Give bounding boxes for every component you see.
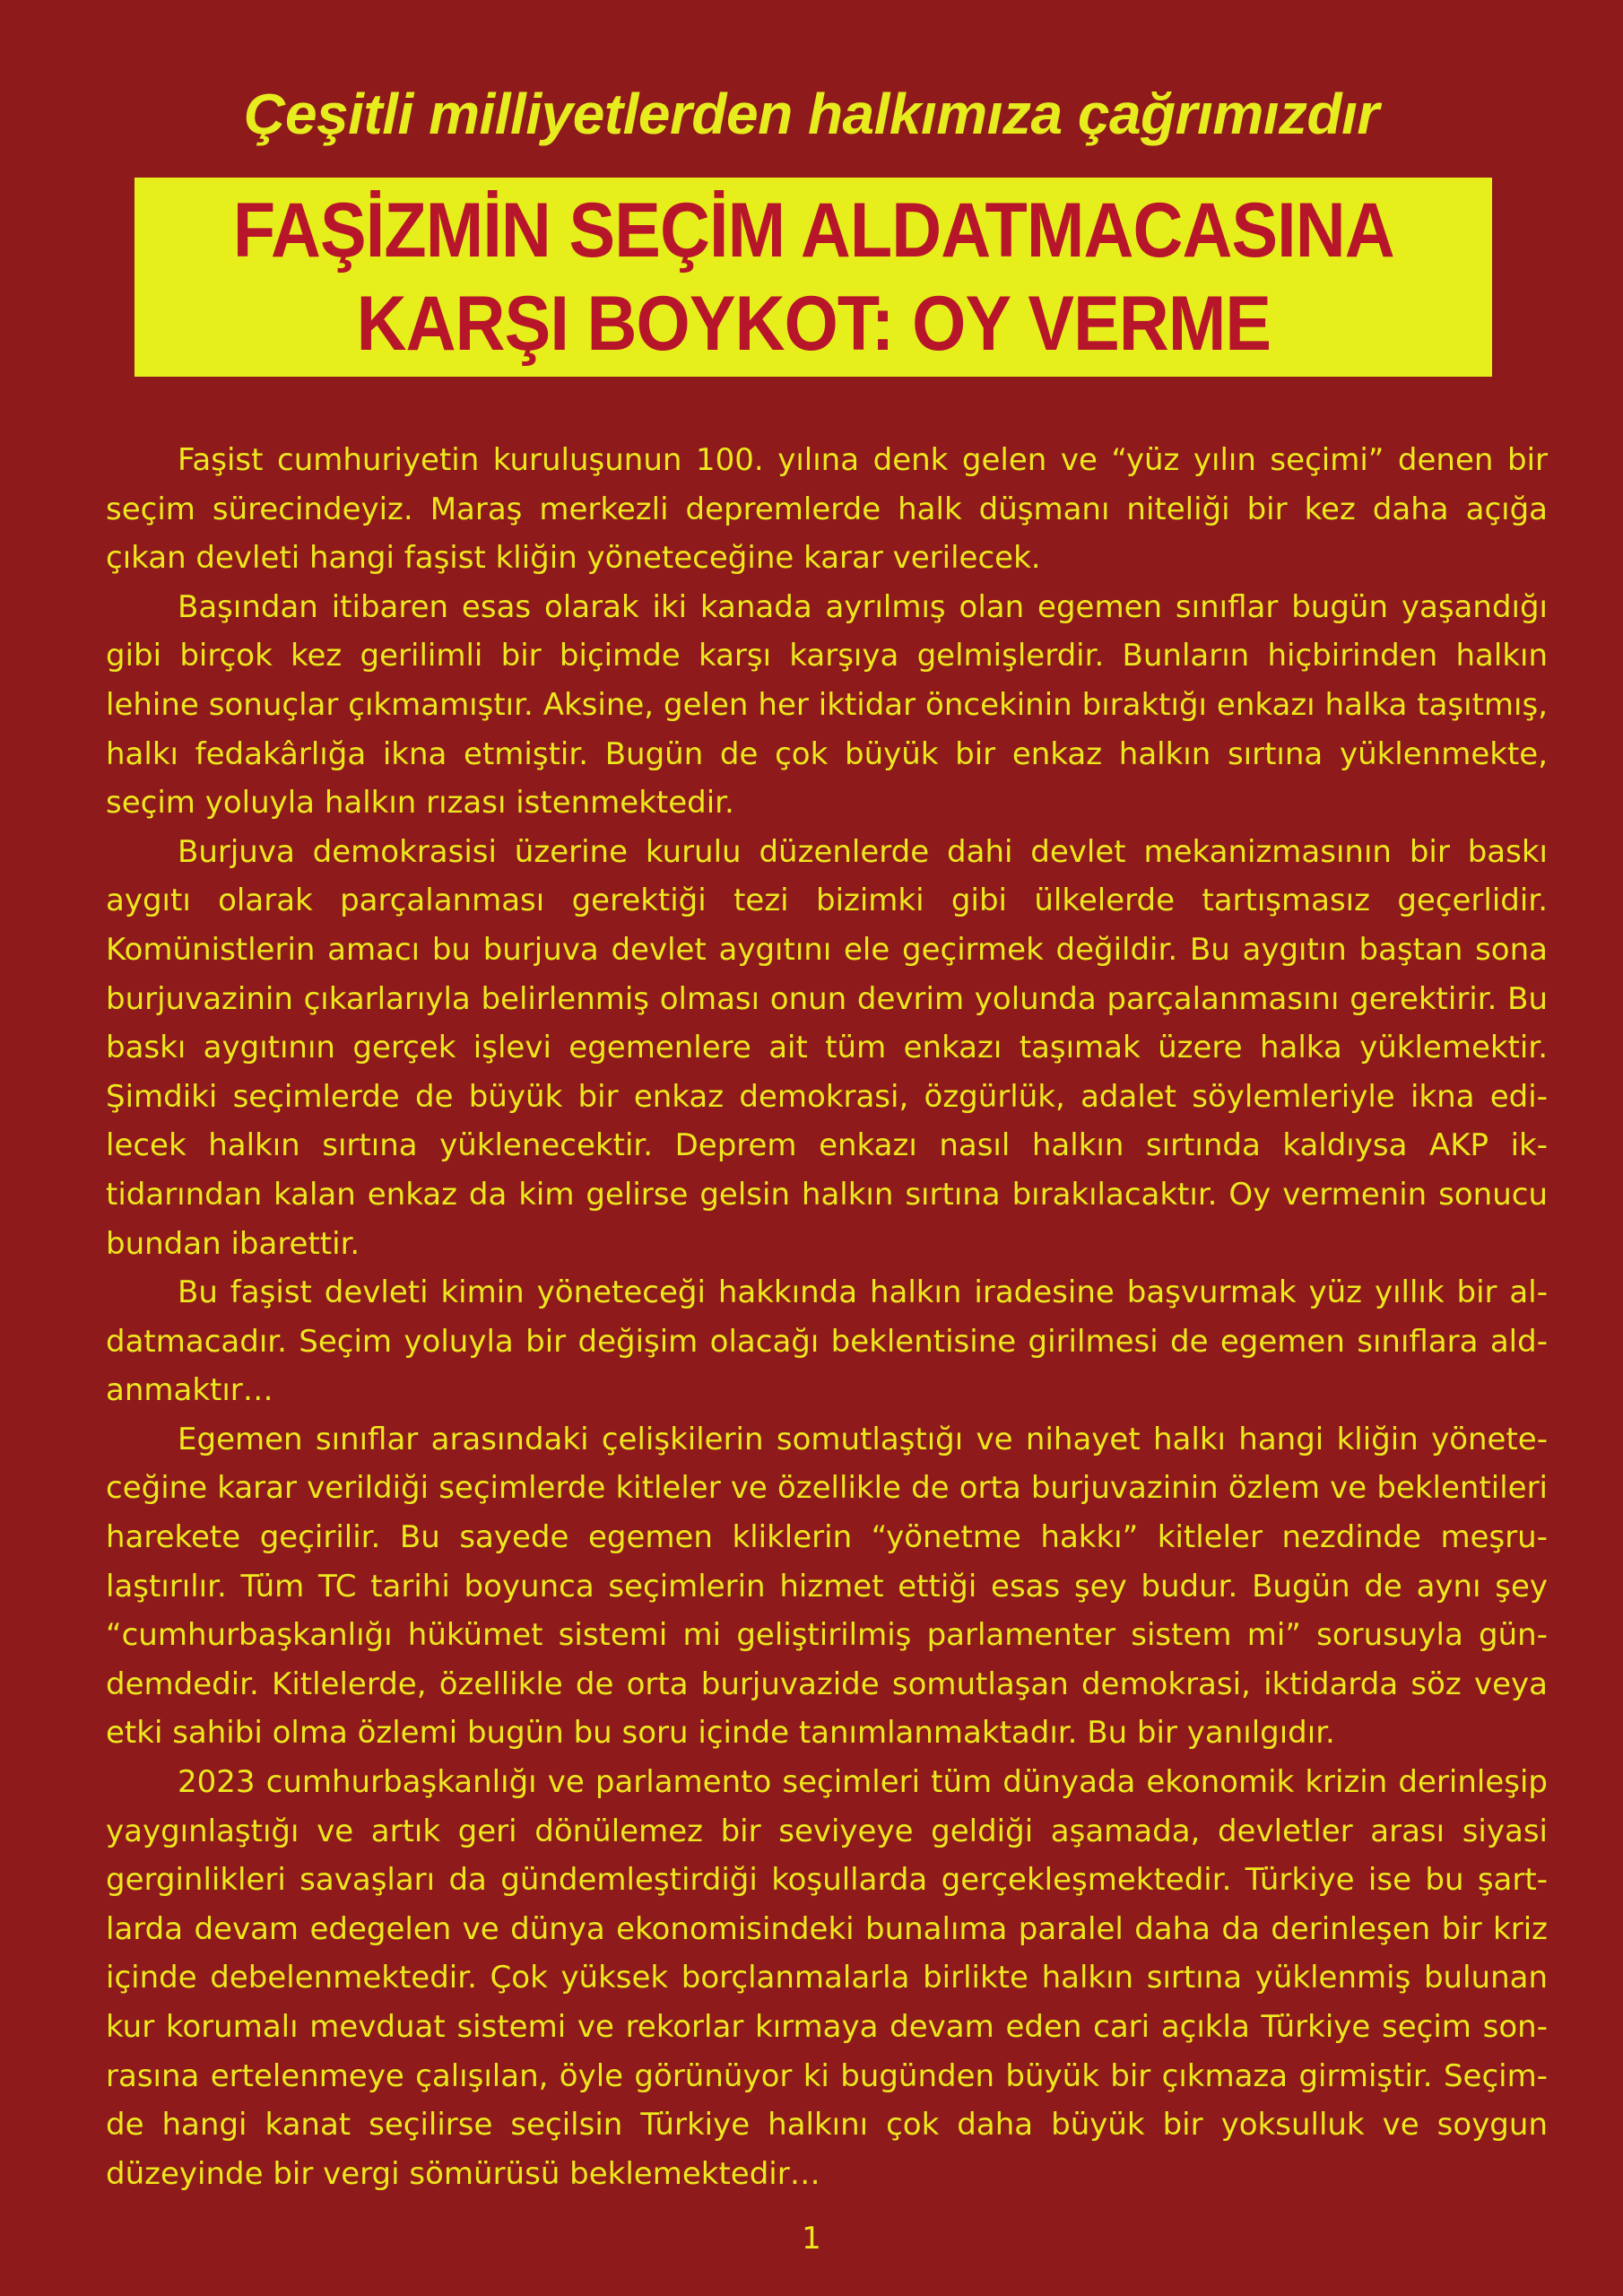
- paragraph-3: Burjuva demokrasisi üzerine kurulu düzenlerde dahi devlet mekanizmasının bir baskı aygıtı olarak parçalanması gerektiği tezi bizimki gibi ülkelerde tartışmasız geçerlidir. Komünistlerin amacı bu burjuva devlet aygıtını ele geçirmek değildir. Bu aygıtın baştan sona burjuvazinin çıkarlarıyla belirlenmiş olması onun devrim yolunda parçalanmasını gerektirir. Bu baskı aygıtının gerçek işlevi egemenlere ait tüm enkazı taşımak üzere halka yüklemektir. Şimdiki seçimlerde de büyük bir enkaz demokrasi, özgürlük, adalet söylemleriyle ikna edilecek halkın sırtına yüklenecektir. Deprem enkazı nasıl halkın sırtında kaldıysa AKP iktidarından kalan enkaz da kim gelirse gelsin halkın sırtına bırakılacaktır. Oy vermenin sonucu bundan ibarettir.: [106, 833, 1548, 1262]
- headline-banner: [135, 178, 1492, 377]
- headline-line-1: FAŞİZMİN SEÇİM ALDATMACASINA: [232, 187, 1394, 274]
- headline-line-2: KARŞI BOYKOT: OY VERME: [356, 281, 1271, 367]
- paragraph-4: Bu faşist devleti kimin yöneteceği hakkında halkın iradesine başvurmak yüz yıllık bir aldatmacadır. Seçim yoluyla bir değişim olacağı beklentisine girilmesi de egemen sınıflara aldanmaktır…: [106, 1274, 1548, 1409]
- paragraph-5: Egemen sınıflar arasındaki çelişkilerin somutlaştığı ve nihayet halkı hangi kliğin yöneteceğine karar verildiği seçimlerde kitleler ve özellikle de orta burjuvazinin özlem ve beklentileri harekete geçirilir. Bu sayede egemen kliklerin “yönetme hakkı” kitleler nezdinde meşrulaştırılır. Tüm TC tarihi boyunca seçimlerin hizmet ettiği esas şey budur. Bugün de aynı şey “cumhurbaşkanlığı hükümet sistemi mi geliştirilmiş parlamenter sistem mi” sorusuyla gündemdedir. Kitlelerde, özellikle de orta burjuvazide somutlaşan demokrasi, iktidarda söz veya etki sahibi olma özlemi bugün bu soru içinde tanımlanmaktadır. Bu bir yanılgıdır.: [106, 1421, 1548, 1752]
- paragraph-2: Başından itibaren esas olarak iki kanada ayrılmış olan egemen sınıflar bugün yaşandığı gibi birçok kez gerilimli bir biçimde karşı karşıya gelmişlerdir. Bunların hiçbirinden halkın lehine sonuçlar çıkmamıştır. Aksine, gelen her iktidar öncekinin bıraktığı enkazı halka taşıtmış, halkı fedakârlığa ikna etmiştir. Bugün de çok büyük bir enkaz halkın sırtına yüklenmekte, seçim yoluyla halkın rızası istenmektedir.: [106, 588, 1548, 822]
- call-subtitle: Çeşitli milliyetlerden halkımıza çağrımızdır: [244, 82, 1379, 146]
- paragraph-1: Faşist cumhuriyetin kuruluşunun 100. yılına denk gelen ve “yüz yılın seçimi” denen bir seçim sürecindeyiz. Maraş merkezli depremlerde halk düşmanı niteliği bir kez daha açığa çıkan devleti hangi faşist kliğin yöneteceğine karar verilecek.: [106, 442, 1548, 577]
- paragraph-6: 2023 cumhurbaşkanlığı ve parlamento seçimleri tüm dünyada ekonomik krizin derinleşip yaygınlaştığı ve artık geri dönülemez bir seviyeye geldiği aşamada, devletler arası siyasi gerginlikleri savaşları da gündemleştirdiği koşullarda gerçekleşmektedir. Türkiye ise bu şartlarda devam edegelen ve dünya ekonomisindeki bunalıma paralel daha da derinleşen bir kriz içinde debelenmektedir. Çok yüksek borçlanmalarla birlikte halkın sırtına yüklenmiş bulunan kur korumalı mevduat sistemi ve rekorlar kırmaya devam eden cari açıkla Türkiye seçim sonrasına ertelenmeye çalışılan, öyle görünüyor ki bugünden büyük bir çıkmaza girmiştir. Seçimde hangi kanat seçilirse seçilsin Türkiye halkını çok daha büyük bir yoksulluk ve soygun düzeyinde bir vergi sömürüsü beklemektedir…: [106, 1764, 1548, 2192]
- page-number: 1: [802, 2221, 821, 2257]
- article-body: [106, 436, 1548, 2198]
